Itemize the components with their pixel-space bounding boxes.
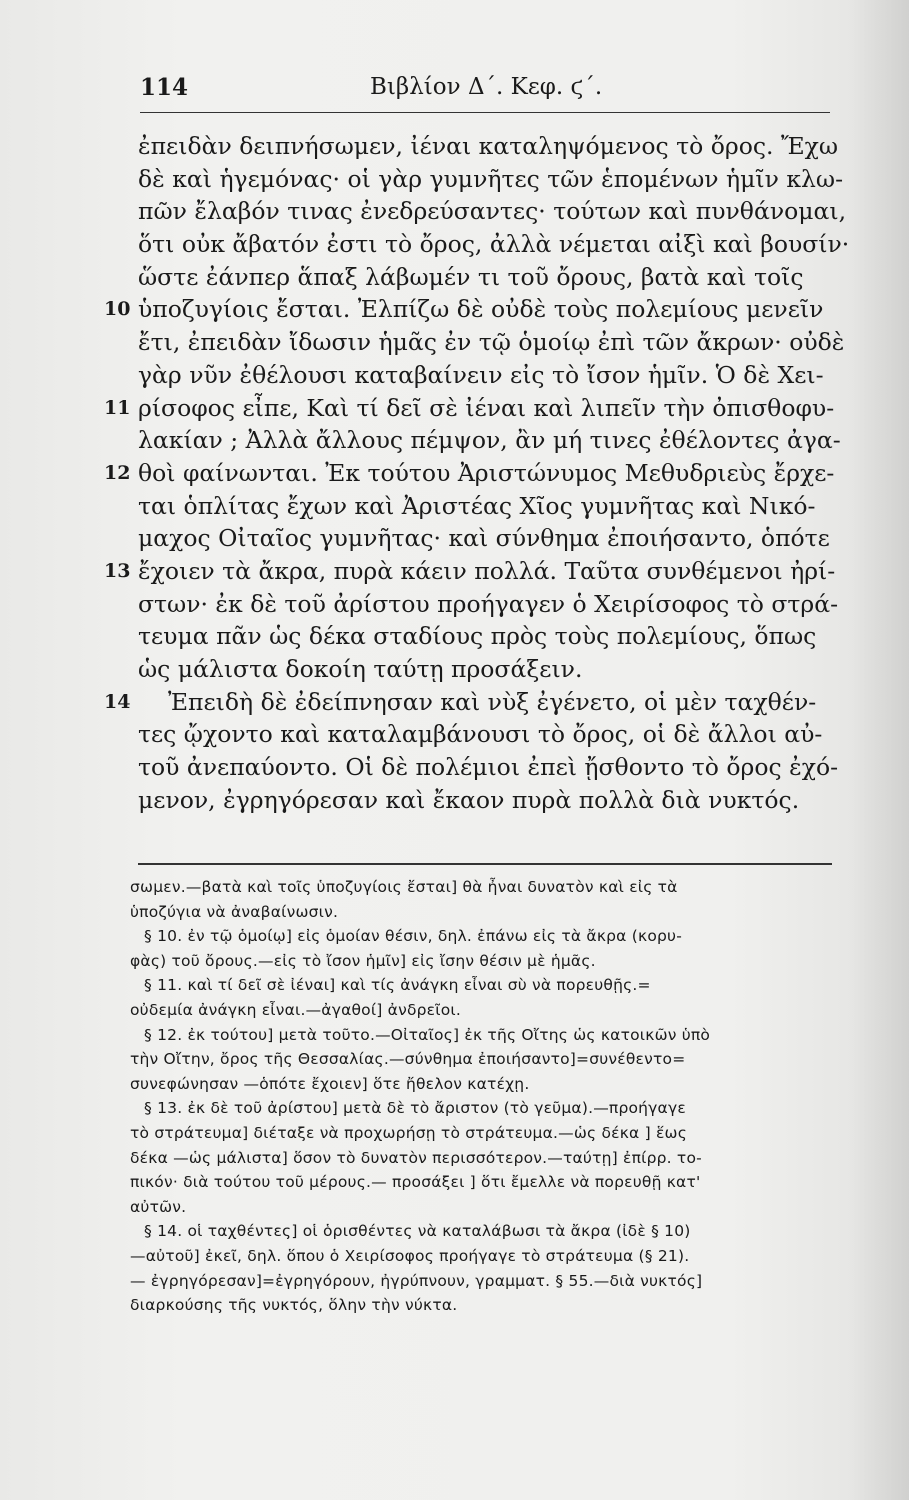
- text-line: [138, 653, 832, 686]
- footnote-rule: [138, 863, 832, 865]
- text-line-content: μαχος Οἰταῖος γυμνῆτας· καὶ σύνθημα ἐποιήσαντο, ὁπότε: [138, 524, 830, 553]
- text-line-content: ὡς μάλιστα δοκοίη ταύτῃ προσάξειν.: [138, 655, 583, 683]
- text-line: [138, 130, 839, 163]
- text-line: [104, 392, 835, 425]
- running-head: Βιβλίον Δ΄. Κεφ. ϛ΄.: [370, 74, 603, 100]
- footnote-line: δέκα —ὡς μάλιστα] ὅσον τὸ δυνατὸν περισσότερον.—ταύτῃ] ἐπίρρ. το-: [130, 1148, 702, 1167]
- text-line-content: ἐπειδὰν δειπνήσωμεν, ἰέναι καταληψόμενος τὸ ὄρος. Ἔχω: [138, 132, 839, 160]
- text-line: [104, 293, 832, 326]
- section-number: 12: [104, 461, 131, 484]
- footnote-line: τὴν Οἴτην, ὄρος τῆς Θεσσαλίας.—σύνθημα ἐποιήσαντο]=συνέθεντο=: [130, 1050, 686, 1069]
- footnote-line: ὑποζύγια νὰ ἀναβαίνωσιν.: [130, 902, 339, 921]
- footnote-line: § 12. ἐκ τούτου] μετὰ τοῦτο.—Οἰταῖος] ἐκ τῆς Οἴτης ὡς κατοικῶν ὑπὸ: [144, 1025, 711, 1044]
- footnote-line: — ἐγρηγόρεσαν]=ἐγρηγόρουν, ἠγρύπνουν, γραμματ. § 55.—διὰ νυκτός]: [130, 1271, 703, 1290]
- footnote-line: διαρκούσης τῆς νυκτός, ὅλην τὴν νύκτα.: [130, 1296, 458, 1315]
- footnote-line: φὰς) τοῦ ὄρους.—εἰς τὸ ἴσον ἡμῖν] εἰς ἴσην θέσιν μὲ ἡμᾶς.: [130, 951, 596, 970]
- footnote-line: οὐδεμία ἀνάγκη εἶναι.—ἀγαθοί] ἀνδρεῖοι.: [130, 1000, 461, 1019]
- text-line: [138, 718, 832, 751]
- text-line: [138, 261, 832, 294]
- footnote-line: αὐτῶν.: [130, 1197, 187, 1216]
- text-line: [138, 588, 839, 621]
- footnote-line: § 13. ἐκ δὲ τοῦ ἀρίστου] μετὰ δὲ τὸ ἄριστον (τὸ γεῦμα).—προήγαγε: [144, 1099, 686, 1118]
- text-line: [138, 751, 839, 784]
- text-line-content: στων· ἐκ δὲ τοῦ ἀρίστου προήγαγεν ὁ Χειρίσοφος τὸ στρά-: [138, 589, 839, 618]
- text-line-content: ὑποζυγίοις ἔσται. Ἐλπίζω δὲ οὐδὲ τοὺς πολεμίους μενεῖν: [138, 295, 824, 324]
- text-line: [138, 424, 841, 457]
- text-line-content: τες ᾤχοντο καὶ καταλαμβάνουσι τὸ ὄρος, οἱ δὲ ἄλλοι αὐ-: [138, 720, 823, 749]
- text-line-content: ἔτι, ἐπειδὰν ἴδωσιν ἡμᾶς ἐν τῷ ὁμοίῳ ἐπὶ τῶν ἄκρων· οὐδὲ: [138, 328, 845, 357]
- footnote-line: τὸ στράτευμα] διέταξε νὰ προχωρήσῃ τὸ στράτευμα.—ὡς δέκα ] ἕως: [130, 1123, 688, 1142]
- footnote-line: συνεφώνησαν —ὁπότε ἔχοιεν] ὅτε ἤθελον κατέχῃ.: [130, 1074, 530, 1093]
- text-line: [138, 163, 844, 196]
- text-line: [138, 359, 832, 392]
- text-line: [104, 686, 832, 719]
- page-header: [140, 72, 830, 113]
- section-number: 13: [104, 559, 131, 582]
- text-line-content: ἔχοιεν τὰ ἄκρα, πυρὰ κάειν πολλά. Ταῦτα συνθέμενοι ἠρί-: [138, 556, 836, 585]
- text-line: [104, 555, 836, 588]
- text-line: [138, 326, 845, 359]
- text-line: [138, 228, 850, 261]
- main-text: [104, 130, 850, 816]
- text-line-content: θοὶ φαίνωνται. Ἐκ τούτου Ἀριστώνυμος Μεθυδριεὺς ἔρχε-: [138, 458, 835, 487]
- text-line: [138, 522, 832, 555]
- page-number: 114: [140, 74, 189, 101]
- text-line-content: ρίσοφος εἶπε, Καὶ τί δεῖ σὲ ἰέναι καὶ λιπεῖν τὴν ὀπισθοφυ-: [138, 393, 835, 422]
- footnote-line: —αὐτοῦ] ἐκεῖ, δηλ. ὅπου ὁ Χειρίσοφος προήγαγε τὸ στράτευμα (§ 21).: [130, 1246, 690, 1265]
- text-line-content: Ἐπειδὴ δὲ ἐδείπνησαν καὶ νὺξ ἐγένετο, οἱ μὲν ταχθέν-: [168, 687, 817, 716]
- text-line-content: μενον, ἐγρηγόρεσαν καὶ ἔκαον πυρὰ πολλὰ διὰ νυκτός.: [138, 785, 800, 814]
- section-number: 11: [104, 396, 131, 419]
- text-line-content: τευμα πᾶν ὡς δέκα σταδίους πρὸς τοὺς πολεμίους, ὅπως: [138, 622, 817, 651]
- text-line: [138, 620, 832, 653]
- text-line: [138, 195, 847, 228]
- footnote-line: § 10. ἐν τῷ ὁμοίῳ] εἰς ὁμοίαν θέσιν, δηλ. ἐπάνω εἰς τὰ ἄκρα (κορυ-: [144, 927, 682, 946]
- text-line-content: γὰρ νῦν ἐθέλουσι καταβαίνειν εἰς τὸ ἴσον ἡμῖν. Ὁ δὲ Χει-: [138, 360, 824, 389]
- section-number: 14: [104, 690, 131, 713]
- section-number: 10: [104, 298, 131, 321]
- footnotes: [130, 875, 840, 1318]
- text-line-content: πῶν ἔλαβόν τινας ἐνεδρεύσαντες· τούτων καὶ πυνθάνομαι,: [138, 197, 847, 226]
- page-shadow: [849, 0, 909, 1500]
- text-line-content: ται ὁπλίτας ἔχων καὶ Ἀριστέας Χῖος γυμνῆτας καὶ Νικό-: [138, 491, 816, 520]
- text-line-content: λακίαν ; Ἀλλὰ ἄλλους πέμψον, ἂν μή τινες ἐθέλοντες ἀγα-: [138, 426, 841, 455]
- text-line: [138, 490, 832, 523]
- text-line: [138, 784, 832, 817]
- footnote-line: σωμεν.—βατὰ καὶ τοῖς ὑποζυγίοις ἔσται] θὰ ἦναι δυνατὸν καὶ εἰς τὰ: [130, 878, 678, 896]
- text-line-content: τοῦ ἀνεπαύοντο. Οἱ δὲ πολέμιοι ἐπεὶ ᾔσθοντο τὸ ὄρος ἐχό-: [138, 753, 839, 782]
- footnote-line: πικόν· διὰ τούτου τοῦ μέρους.— προσάξει ] ὅτι ἔμελλε νὰ πορευθῇ κατ': [130, 1173, 701, 1192]
- text-line: [104, 457, 835, 490]
- text-line-content: ὥστε ἐάνπερ ἅπαξ λάβωμέν τι τοῦ ὄρους, βατὰ καὶ τοῖς: [138, 262, 804, 291]
- text-line-content: δὲ καὶ ἡγεμόνας· οἱ γὰρ γυμνῆτες τῶν ἑπομένων ἡμῖν κλω-: [138, 164, 844, 193]
- text-line-content: ὅτι οὐκ ἄβατόν ἐστι τὸ ὄρος, ἀλλὰ νέμεται αἰξὶ καὶ βουσίν·: [138, 230, 850, 259]
- footnote-line: § 11. καὶ τί δεῖ σὲ ἰέναι] καὶ τίς ἀνάγκη εἶναι σὺ νὰ πορευθῇς.=: [144, 976, 651, 995]
- footnote-line: § 14. οἱ ταχθέντες] οἱ ὁρισθέντες νὰ καταλάβωσι τὰ ἄκρα (ἰδὲ § 10): [144, 1222, 691, 1241]
